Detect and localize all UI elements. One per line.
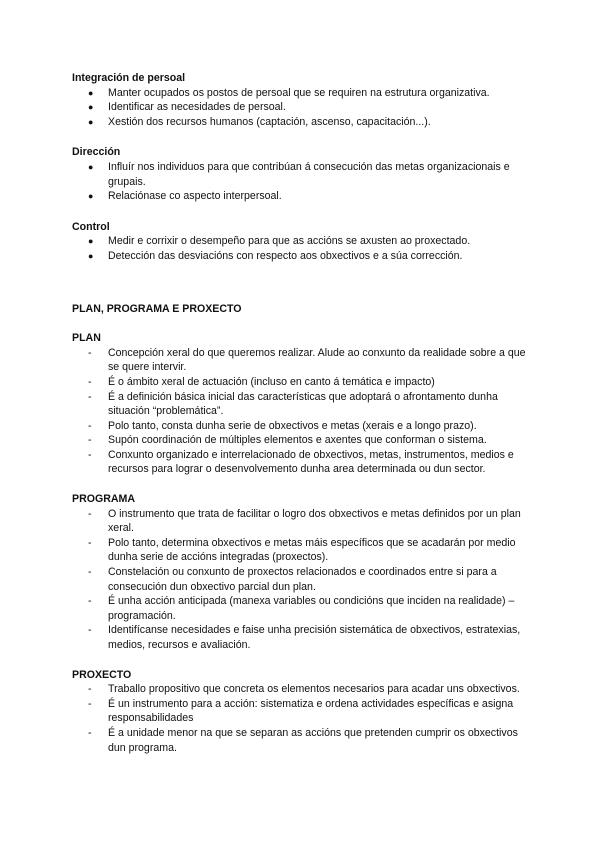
list-item-text: Xestión dos recursos humanos (captación, ascenso, capacitación...). xyxy=(108,115,431,128)
section-heading: Control xyxy=(72,220,110,233)
dash-marker: - xyxy=(88,419,92,432)
list-item-text: Constelación ou conxunto de proxectos relacionados e coordinados entre si para a consecución dun obxectivo parcial dun plan. xyxy=(108,566,497,593)
dash-marker: - xyxy=(88,390,92,403)
dash-list xyxy=(72,507,532,653)
list-item xyxy=(72,594,532,623)
list-item-text: É unha acción anticipada (manexa variables ou condicións que inciden na realidade) – programación. xyxy=(108,595,515,622)
dash-marker: - xyxy=(88,346,92,359)
dash-list xyxy=(72,346,532,477)
list-item-text: Concepción xeral do que queremos realizar. Alude ao conxunto da realidade sobre a que se quere intervir. xyxy=(108,346,526,374)
list-item-text: Relaciónase co aspecto interpersoal. xyxy=(108,190,282,203)
list-item xyxy=(72,115,532,130)
dash-marker: - xyxy=(88,697,92,710)
spacer xyxy=(72,264,532,302)
list-item xyxy=(72,726,532,755)
list-item-text: Polo tanto, determina obxectivos e metas máis específicos que se acadarán por medio dunha serie de accións integradas (proxectos). xyxy=(108,536,516,564)
dash-marker: - xyxy=(88,566,92,579)
list-item-text: Supón coordinación de múltiples elementos e axentes que conforman o sistema. xyxy=(108,434,487,447)
section-integracion xyxy=(72,71,532,129)
list-item xyxy=(72,448,532,477)
section-proxecto xyxy=(72,668,532,756)
dash-marker: - xyxy=(88,624,92,637)
bullet-marker: ● xyxy=(88,102,94,113)
list-item xyxy=(72,623,532,652)
list-item xyxy=(72,433,532,448)
list-item xyxy=(72,390,532,419)
section-heading: PLAN xyxy=(72,332,101,345)
list-item xyxy=(72,536,532,565)
bullet-marker: ● xyxy=(88,191,94,202)
list-item xyxy=(72,249,532,264)
bullet-list xyxy=(72,86,532,130)
list-item xyxy=(72,160,532,189)
list-item-text: Detección das desviacións con respecto aos obxectivos e a súa corrección. xyxy=(108,249,463,262)
section-plan xyxy=(72,331,532,477)
list-item-text: Influír nos individuos para que contribúan á consecución das metas organizacionais e grupais. xyxy=(108,160,510,188)
bullet-marker: ● xyxy=(88,161,94,172)
list-item xyxy=(72,375,532,390)
list-item xyxy=(72,86,532,101)
list-item-text: É un instrumento para a acción: sistematiza e ordena actividades específicas e asigna responsabilidades xyxy=(108,697,514,725)
list-item-text: Conxunto organizado e interrelacionado de obxectivos, metas, instrumentos, medios e recursos para lograr o desenvolvemento dunha area determinada ou dun sector. xyxy=(108,448,514,476)
section-heading: PROGRAMA xyxy=(72,493,135,506)
bullet-marker: ● xyxy=(88,87,94,98)
bullet-marker: ● xyxy=(88,236,94,247)
list-item-text: Medir e corrixir o desempeño para que as accións se axusten ao proxectado. xyxy=(108,235,471,248)
section-heading: PROXECTO xyxy=(72,668,132,681)
list-item-text: É o ámbito xeral de actuación (incluso en canto á temática e impacto) xyxy=(108,375,435,388)
list-item-text: Polo tanto, consta dunha serie de obxectivos e metas (xerais e a longo prazo). xyxy=(108,419,477,432)
list-item-text: Manter ocupados os postos de persoal que se requiren na estrutura organizativa. xyxy=(108,86,490,99)
list-item xyxy=(72,682,532,697)
dash-marker: - xyxy=(88,595,92,608)
dash-marker: - xyxy=(88,375,92,388)
list-item xyxy=(72,507,532,536)
dash-marker: - xyxy=(88,448,92,461)
main-title: PLAN, PROGRAMA E PROXECTO xyxy=(72,302,242,315)
bullet-list xyxy=(72,234,532,263)
list-item-text: É a definición básica inicial das características que adoptará o afrontamento dunha situación “problemática”. xyxy=(108,390,498,418)
bullet-marker: ● xyxy=(88,250,94,261)
list-item-text: Identifícanse necesidades e faise unha precisión sistemática de obxectivos, estratexias, medios, recursos e avaliación. xyxy=(108,624,521,651)
list-item-text: Traballo propositivo que concreta os elementos necesarios para acadar uns obxectivos. xyxy=(108,683,520,696)
spacer xyxy=(72,129,532,145)
list-item-text: É a unidade menor na que se separan as accións que pretenden cumprir os obxectivos dun programa. xyxy=(108,726,518,754)
section-heading: Integración de persoal xyxy=(72,72,186,84)
dash-list xyxy=(72,682,532,755)
document-page xyxy=(72,71,532,755)
list-item xyxy=(72,100,532,115)
dash-marker: - xyxy=(88,683,92,696)
bullet-marker: ● xyxy=(88,116,94,127)
list-item-text: O instrumento que trata de facilitar o logro dos obxectivos e metas definidos por un plan xeral. xyxy=(108,507,521,535)
list-item xyxy=(72,346,532,375)
dash-marker: - xyxy=(88,434,92,447)
spacer xyxy=(72,477,532,492)
dash-marker: - xyxy=(88,726,92,739)
dash-marker: - xyxy=(88,507,92,520)
dash-marker: - xyxy=(88,536,92,549)
list-item-text: Identificar as necesidades de persoal. xyxy=(108,101,286,114)
spacer xyxy=(72,653,532,668)
list-item xyxy=(72,697,532,726)
bullet-list xyxy=(72,160,532,204)
spacer xyxy=(72,204,532,220)
section-heading: Dirección xyxy=(72,146,121,159)
list-item xyxy=(72,189,532,204)
section-control xyxy=(72,220,532,264)
section-direccion xyxy=(72,145,532,203)
spacer xyxy=(72,316,532,331)
list-item xyxy=(72,234,532,249)
list-item xyxy=(72,565,532,594)
section-programa xyxy=(72,492,532,653)
list-item xyxy=(72,419,532,434)
